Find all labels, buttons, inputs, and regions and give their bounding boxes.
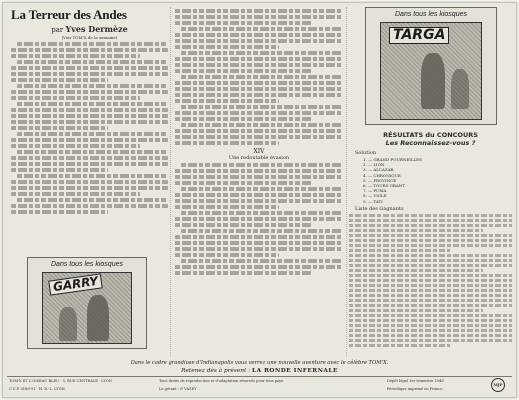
cover-figure-icon [421,53,445,109]
solution-item: 2. — LION [363,162,385,168]
targa-advertisement [365,7,497,125]
footer-printed: Périodique imprimé en France [387,387,443,391]
targa-cover-illustration [380,22,482,120]
byline-prefix: par [51,26,64,34]
footer-legal-deposit: Dépôt légal 1er trimestre 1946 [387,379,444,383]
footer-line-2 [9,387,510,393]
solution-list [349,157,512,204]
contest-results-title: RÉSULTATS du CONCOURS [383,131,478,139]
promo-callout-prefix: Retenez dès à présent : [181,368,251,374]
solution-item: 7. — PUMA [363,188,387,194]
footer-line-1 [9,379,510,385]
contest-subtitle: Les Reconnaissez-vous ? [385,139,476,147]
cover-figure-icon [451,69,469,109]
article-body-left [11,42,168,214]
chapter-number: XIV [253,148,265,155]
garry-advertisement [27,257,147,349]
cover-figure-icon [59,307,77,341]
winners-list [349,214,512,347]
solution-label: Solution [355,150,377,156]
targa-ad-heading: Dans tous les kiosques [395,11,467,18]
column-divider [346,7,347,357]
article-credit: (Voir TOM'X de la semaine) [61,35,118,40]
solution-item: 9. — TATI [363,198,383,204]
article-title: La Terreur des Andes [11,7,127,22]
solution-item: 8. — VIGLE [363,193,387,199]
promo-callout-title: LA RONDE INFERNALE [252,368,338,374]
footer-publisher: TOM'X ET L'OISEAU BLEU · 5, RUE CENTRALE · LYON [9,379,112,383]
author-name: Yves Dermèze [65,24,128,34]
footer-rule [7,376,512,377]
promo-line: Dans le cadre grandiose d'Indianapolis vous verrez une nouvelle aventure avec le célèbre TOM'X. [130,360,389,366]
footer-postal-account: C.C.P. 3189-91 · H.-D.-L. LYON [9,387,65,391]
promo-callout [3,368,516,374]
garry-logo: GARRY [48,273,103,295]
column-middle [175,7,343,357]
footer-manager: Le gérant : P. VAZEY [159,387,197,391]
winners-label: Liste des Gagnants [355,205,404,212]
solution-item: 1. — GRAND FOURNEILLES [363,157,422,162]
column-divider [170,7,171,357]
garry-cover-illustration [42,272,132,344]
garry-ad-heading: Dans tous les kiosques [51,261,123,268]
footer-rights: Tous droits de reproduction et d'adaptation réservés pour tous pays. [159,379,285,383]
article-body-middle-top [175,9,343,145]
solution-item: 6. — TOURS GRANT [363,183,405,189]
article-byline [11,24,168,34]
solution-item: 4. — CHRONIQUE [363,172,401,178]
newspaper-page [2,2,517,398]
solution-item: 5. — PROVINCE [363,177,397,183]
publisher-seal: MJP [491,378,505,392]
article-body-middle-bottom [175,163,343,275]
solution-item: 3. — ALCAZAR [363,167,394,173]
targa-logo: TARGA [389,27,449,44]
chapter-title: Une redoutable évasion [228,155,290,161]
cover-figure-icon [87,295,109,341]
